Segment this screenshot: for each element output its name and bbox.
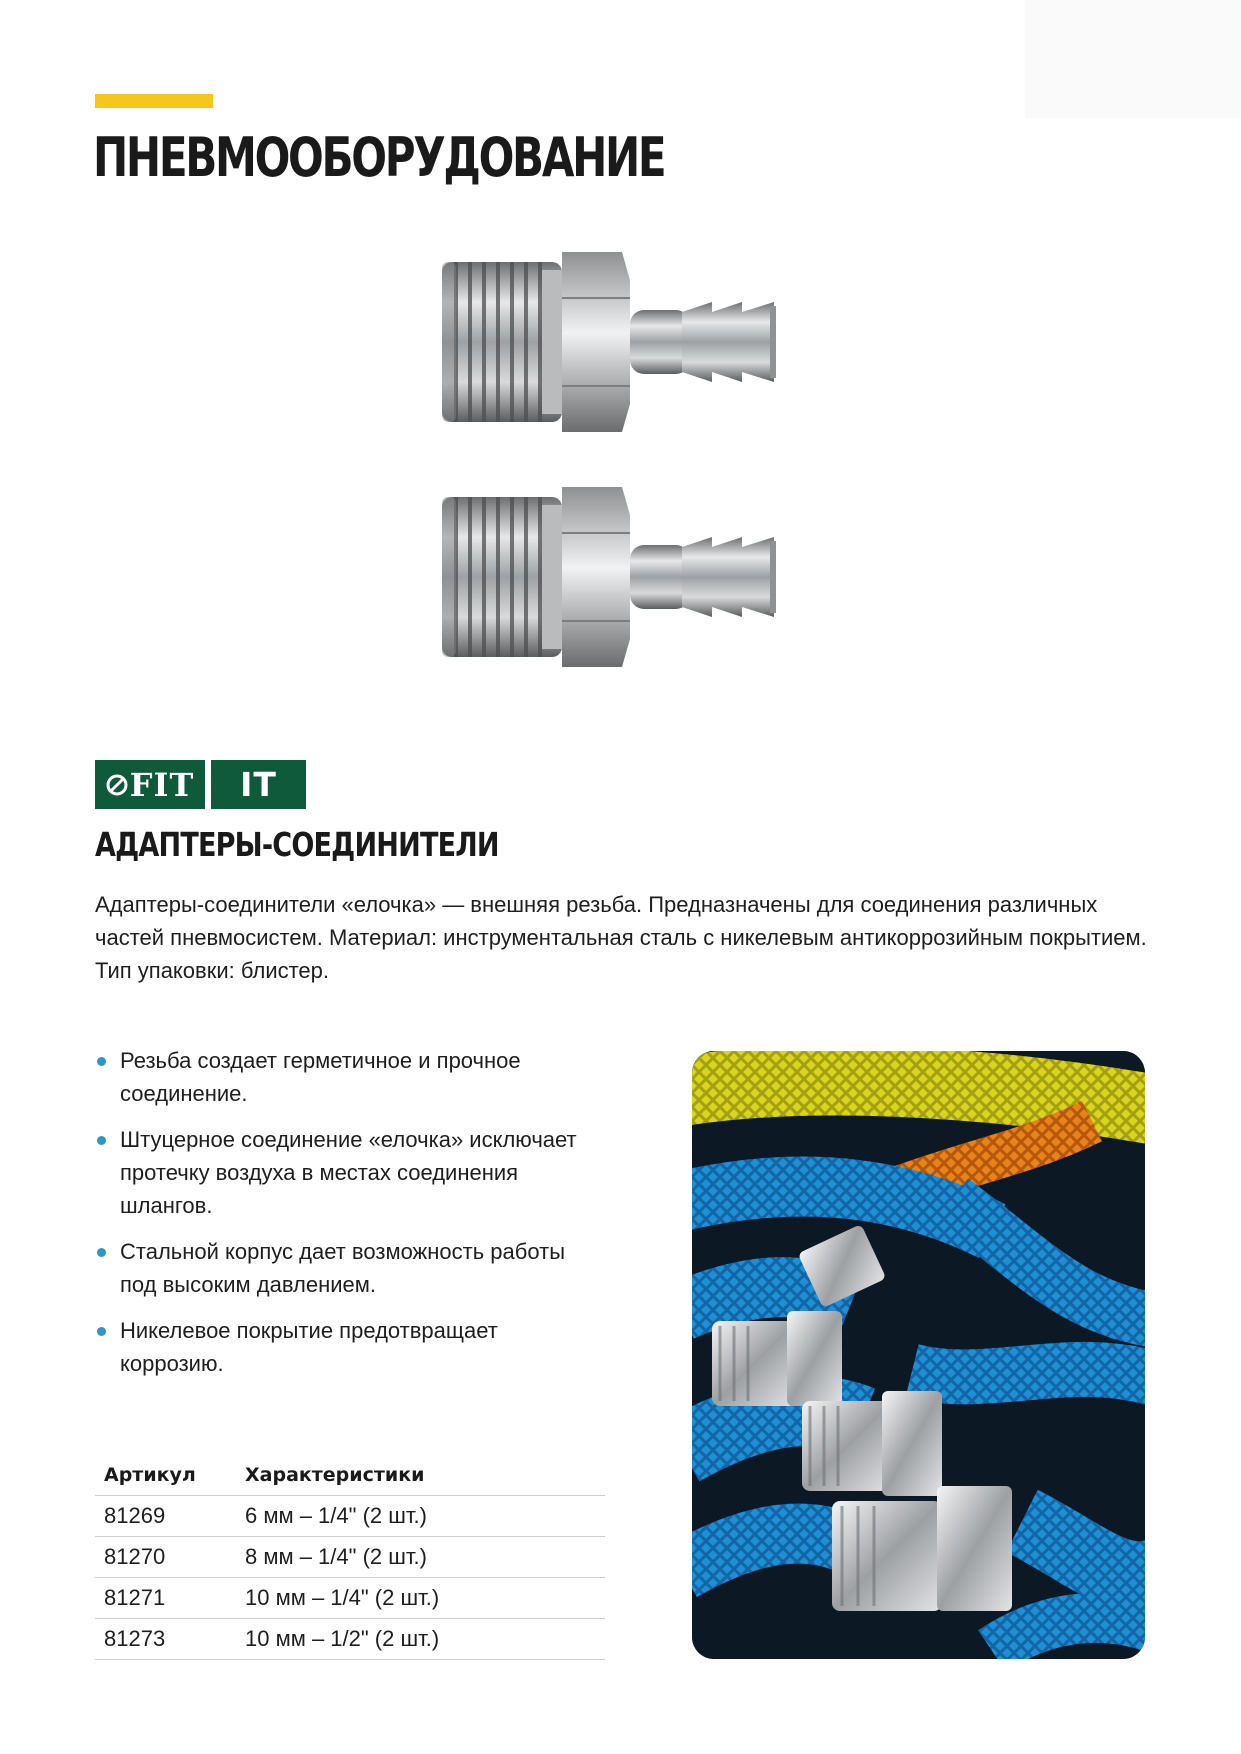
header-characteristics: Характеристики: [245, 1464, 425, 1486]
bullet-icon: [97, 1327, 106, 1336]
table-row: [95, 1496, 605, 1537]
section-title: АДАПТЕРЫ-СОЕДИНИТЕЛИ: [95, 825, 499, 864]
it-logo: IT: [211, 760, 306, 809]
bullet-icon: [97, 1136, 106, 1145]
article-cell: 81269: [95, 1496, 236, 1537]
feature-item: [95, 1235, 605, 1301]
table-header-row: [95, 1455, 605, 1496]
page-title: ПНЕВМООБОРУДОВАНИЕ: [93, 126, 665, 189]
bullet-icon: [97, 1057, 106, 1066]
characteristics-cell: 10 мм – 1/2" (2 шт.): [236, 1619, 605, 1660]
feature-text: Штуцерное соединение «елочка» исключает протечку воздуха в местах соединения шлангов.: [120, 1127, 577, 1218]
characteristics-cell: 8 мм – 1/4" (2 шт.): [236, 1537, 605, 1578]
fit-logo-mark-icon: [106, 774, 128, 796]
article-cell: 81273: [95, 1619, 236, 1660]
feature-item: [95, 1123, 605, 1222]
feature-item: [95, 1044, 605, 1110]
hoses-illustration: [692, 1051, 1145, 1659]
feature-text: Стальной корпус дает возможность работы под высоким давлением.: [120, 1239, 566, 1297]
bullet-icon: [97, 1248, 106, 1257]
fit-logo-text: FIT: [129, 765, 195, 804]
brand-logo: [95, 760, 306, 809]
table-row: [95, 1619, 605, 1660]
feature-text: Резьба создает герметичное и прочное соединение.: [120, 1048, 521, 1106]
corner-shade: [1025, 0, 1241, 118]
table-row: [95, 1578, 605, 1619]
characteristics-cell: 10 мм – 1/4" (2 шт.): [236, 1578, 605, 1619]
characteristics-cell: 6 мм – 1/4" (2 шт.): [236, 1496, 605, 1537]
feature-list: [95, 1044, 605, 1393]
feature-item: [95, 1314, 605, 1380]
article-cell: 81270: [95, 1537, 236, 1578]
accent-bar: [95, 94, 213, 108]
header-article: Артикул: [104, 1464, 196, 1486]
product-photo-adapters: [412, 240, 832, 735]
table-row: [95, 1537, 605, 1578]
hoses-photo: [692, 1051, 1145, 1659]
fit-logo: [95, 760, 205, 809]
article-cell: 81271: [95, 1578, 236, 1619]
product-description: Адаптеры-соединители «елочка» — внешняя резьба. Предназначены для соединения различных частей пневмосистем. Материал: инструментальная сталь с никелевым антикоррозийным покрытием. Тип упаковки: блистер.: [95, 892, 1147, 983]
feature-text: Никелевое покрытие предотвращает коррозию.: [120, 1318, 498, 1376]
spec-table: [95, 1455, 605, 1660]
